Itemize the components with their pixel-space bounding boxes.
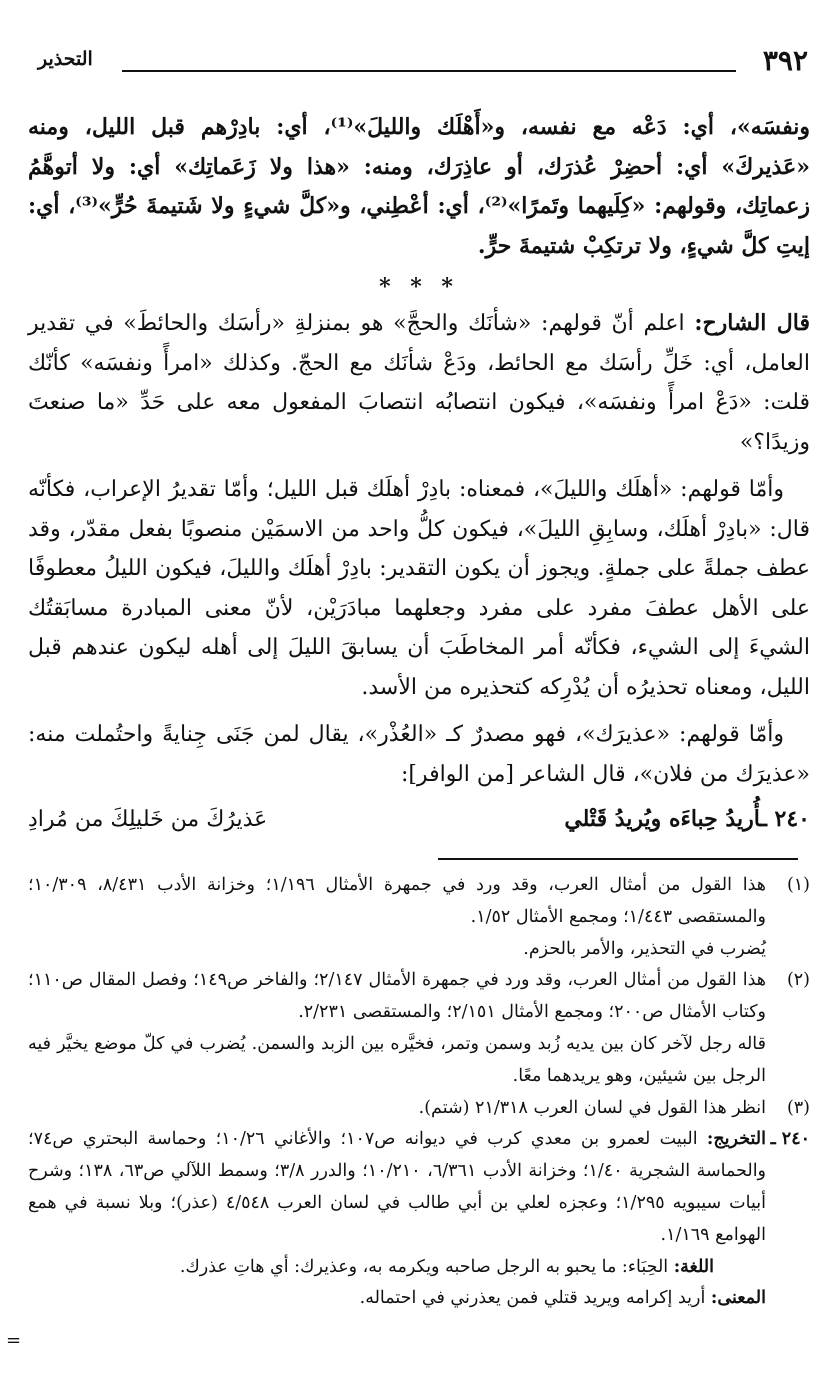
paragraph-2: [28, 304, 810, 462]
lugha-label: اللغة:: [673, 1256, 714, 1277]
page-header: [30, 46, 808, 86]
lugha-line: [28, 1252, 810, 1284]
footnote-3-number: (٣): [786, 1097, 810, 1118]
footnote-240: [28, 1124, 810, 1251]
section-title: التحذير: [38, 48, 93, 70]
footnotes: [28, 870, 810, 1315]
page-number: ٣٩٢: [762, 44, 808, 77]
footnote-2-note: قاله رجل لآخر كان بين يديه زُبد وسمن وتمر، فخيَّره بين الزبد والسمن. يُضرب في كلّ موضع يخيَّر فيه الرجل بين شيئين، وهو يريدهما معًا.: [28, 1033, 766, 1086]
footnote-rule: [438, 858, 798, 860]
lugha-text: الحِبَاء: ما يحبو به الرجل صاحبه ويكرمه به، وعذيرك: أي هاتِ عذرك.: [179, 1256, 674, 1277]
footnote-240-number: ٢٤٠ ـ: [770, 1129, 810, 1150]
footnote-240-text: [28, 1124, 766, 1251]
verse-number: ٢٤٠ ـ: [760, 806, 810, 832]
mana-text: أريد إكرامه ويريد قتلي فمن يعذرني في احتماله.: [359, 1288, 711, 1309]
verse-second-half: عَذيرُكَ من خَليلِكَ من مُرادِ: [28, 807, 268, 832]
footnote-2-number: (٢): [786, 970, 810, 991]
commentator-label: قال الشارح:: [694, 310, 810, 336]
footnote-1-note: يُضرب في التحذير، والأمر بالحزم.: [523, 938, 766, 959]
header-rule: [122, 70, 736, 72]
poetry-verse: [28, 800, 810, 840]
mana-label: المعنى:: [710, 1288, 766, 1309]
footnote-3-text: انظر هذا القول في لسان العرب ٢١/٣١٨ (شتم).: [418, 1097, 766, 1118]
main-text: [28, 108, 810, 840]
margin-mark: =: [6, 1330, 22, 1351]
footnote-1: [28, 870, 810, 934]
takhrij-text: البيت لعمرو بن معدي كرب في ديوانه ص١٠٧؛ والأغاني ١٠/٢٦؛ وحماسة البحتري ص٧٤؛ والحماسة الشجرية ١/٤٠؛ وخزانة الأدب ٦/٣٦١، ١٠/٢١٠؛ والدرر ٣/٨؛ وسمط اللآلي ص٦٣، ١٣٨؛ وشرح أبيات سيبويه ١/٢٩٥؛ وعجزه لعلي بن أبي طالب في لسان العرب ٤/٥٤٨ (عذر)؛ وبلا نسبة في همع الهوامع ١/١٦٩.: [28, 1129, 767, 1245]
verse-first-half: [564, 800, 810, 840]
takhrij-label: التخريج:: [706, 1129, 766, 1150]
footnote-1-number: (١): [786, 875, 810, 895]
paragraph-2-text: اعلم أنّ قولهم: «شأنَك والحجَّ» هو بمنزلةِ «رأسَك والحائطَ» في تقدير العامل، أي: خَلِّ رأسَك مع الحائط، ودَعْ شأنَك مع الحجّ. وكذلك «امرأً ونفسَه» كأنّك قلت: «دَعْ امرأً ونفسَه»، فيكون انتصابُه انتصابَ المفعول معه على حَدِّ «ما صنعتَ وزيدًا؟»: [28, 311, 810, 455]
verse-first-text: أُريدُ حِباءَه ويُريدُ قَتْلي: [564, 806, 761, 832]
section-separator: * * *: [379, 274, 459, 300]
paragraph-3: وأمّا قولهم: «أهلَك والليلَ»، فمعناه: بادِرْ أهلَك قبل الليل؛ وأمّا تقديرُ الإعراب، فكأنّه قال: «بادِرْ أهلَك، وسابِقِ الليلَ»، فيكون كلُّ واحد من الاسمَيْن منصوبًا بفعل مقدّر، وقد عطف جملةً على جملةٍ. ويجوز أن يكون التقدير: بادِرْ أهلَك والليلَ، فيكون الليلُ معطوفًا على الأهل عطفَ مفرد على مفرد وجعلهما مبادَرَيْن، لأنّ معنى المبادرة مسابَقتُك الشيءَ إلى الشيء، فكأنّه أمر المخاطَبَ أن يسابقَ الليلَ إلى أهله ليكون عندهم قبل الليل، ومعناه تحذيرُه أن يُدْرِكه كتحذيره من الأسد.: [28, 477, 810, 700]
mana-line: [28, 1283, 810, 1315]
paragraph-1: ونفسَه»، أي: دَعْه مع نفسه، و«أَهْلَك والليلَ»⁽¹⁾، أي: بادِرْهم قبل الليل، ومنه «عَذيركَ» أي: أحضِرْ عُذرَك، أو عاذِرَك، ومنه: «هذا ولا زَعَماتِك» أي: ولا أتوهَّمُ زعماتِك، وقولهم: «كِلَيهما وتَمرًا»⁽²⁾، أي: أعْطِني، و«كلَّ شيءٍ ولا شَتيمةَ حُرٍّ»⁽³⁾، أي: إيتِ كلَّ شيءٍ، ولا ترتكِبْ شتيمةَ حرٍّ.: [28, 114, 810, 259]
footnote-2: [28, 965, 810, 1029]
footnote-2-text: هذا القول من أمثال العرب، وقد ورد في جمهرة الأمثال ٢/١٤٧؛ والفاخر ص١٤٩؛ وفصل المقال ص١١٠؛ وكتاب الأمثال ص٢٠٠؛ ومجمع الأمثال ٢/١٥١؛ والمستقصى ٢/٢٣١.: [28, 970, 766, 1023]
footnote-3: [28, 1093, 810, 1125]
paragraph-4: وأمّا قولهم: «عذيرَك»، فهو مصدرٌ كـ «العُذْر»، يقال لمن جَنَى جِنايةً واحتُملت منه: «عذيرَك من فلان»، قال الشاعر [من الوافر]:: [28, 722, 810, 787]
footnote-1-text: هذا القول من أمثال العرب، وقد ورد في جمهرة الأمثال ١/١٩٦؛ وخزانة الأدب ٨/٤٣١، ١٠/٣٠٩؛ والمستقصى ١/٤٤٣؛ ومجمع الأمثال ١/٥٢.: [28, 875, 766, 927]
